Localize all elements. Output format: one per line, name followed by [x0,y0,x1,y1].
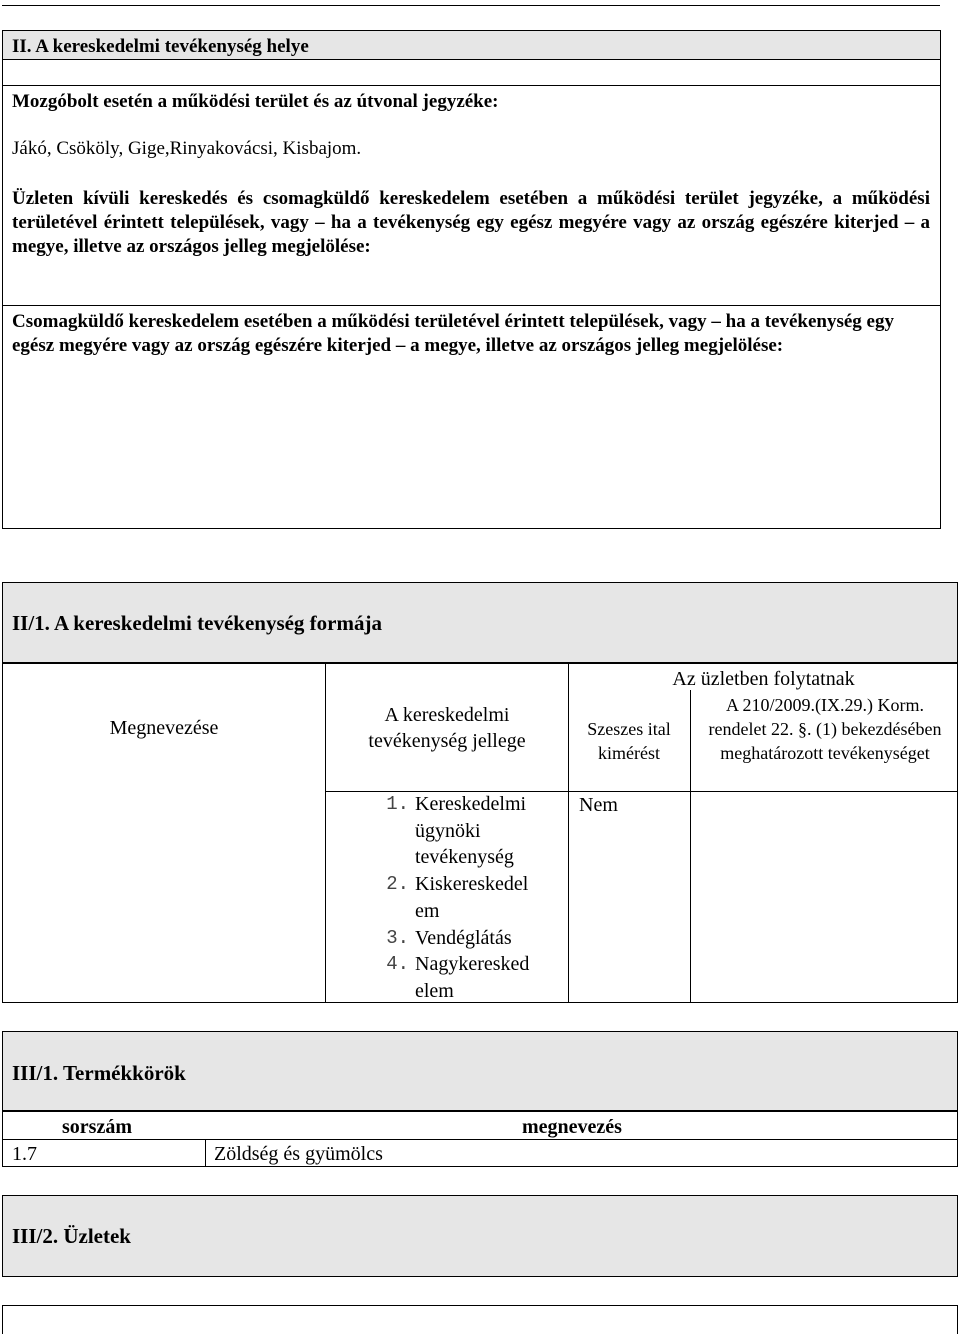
shops-table [2,1305,958,1334]
mobile-shop-value: Jákó, Csököly, Gige,Rinyakovácsi, Kisbajom. [12,138,362,159]
activity-type-number: 3. [386,926,409,949]
activity-type-item [341,791,561,871]
col-divider [325,663,326,1003]
activity-type-number: 4. [386,953,409,976]
activity-type-label: Vendéglátás [415,926,512,949]
col-header-group: Az üzletben folytatnak [672,668,855,690]
offsite-trade-label: Üzleten kívüli kereskedés és csomagküldő kereskedelem esetében a működési terület jegyzéke, a működési területével érintett települések, vagy – ha a tevékenység egy egész megyére vagy az ország egészére kiterjed – a megye, illetve az országos jelleg megjelölése: [12,188,930,257]
activity-type-label: Kiskereskedelem [415,873,529,922]
section-iii2-title: III/2. Üzletek [12,1224,131,1248]
col-header-number: sorszám [62,1116,132,1138]
activity-type-item [341,951,561,1004]
activity-type-label: Kereskedelmi ügynöki tevékenység [415,793,527,869]
section-iii1-title: III/1. Termékkörök [12,1061,186,1085]
section-ii1-title: II/1. A kereskedelmi tevékenység formája [12,611,382,635]
col-divider [568,663,569,1003]
alcohol-value: Nem [579,794,618,816]
row-divider [2,1139,958,1140]
mobile-shop-label: Mozgóbolt esetén a működési terület és az útvonal jegyzéke: [12,91,499,112]
activity-type-number: 1. [386,793,409,815]
mailorder-label: Csomagküldő kereskedelem esetében a működési területével érintett települések, vagy – ha a tevékenység egy egész megyére vagy az ország egészére kiterjed – a megye, illetve az országos jelleg megjelölése: [12,311,894,356]
col-header-alcohol: Szeszes ital kimérést [587,719,671,763]
rule [2,59,941,60]
top-rule [2,5,940,6]
col-divider [205,1139,206,1167]
activity-type-number: 2. [386,873,409,896]
rule [2,305,941,306]
col-divider [690,690,691,1003]
activity-type-item [341,871,561,924]
activity-type-label: Nagykereskedelem [415,953,530,1002]
col-header-decree: A 210/2009.(IX.29.) Korm. rendelet 22. §. (1) bekezdésében meghatározott tevékenységet [708,695,942,763]
section-ii-title: II. A kereskedelmi tevékenység helye [12,36,309,57]
col-header-nature: A kereskedelmi tevékenység jellege [368,704,526,752]
section-iii2-title-bar [2,1195,958,1277]
activity-type-item [341,925,561,952]
col-header-name: Megnevezése [109,717,219,739]
activity-type-list [341,791,561,1005]
product-number: 1.7 [12,1143,37,1165]
col-header-product-name: megnevezés [522,1116,622,1138]
rule [2,85,941,86]
product-name: Zöldség és gyümölcs [214,1143,383,1165]
